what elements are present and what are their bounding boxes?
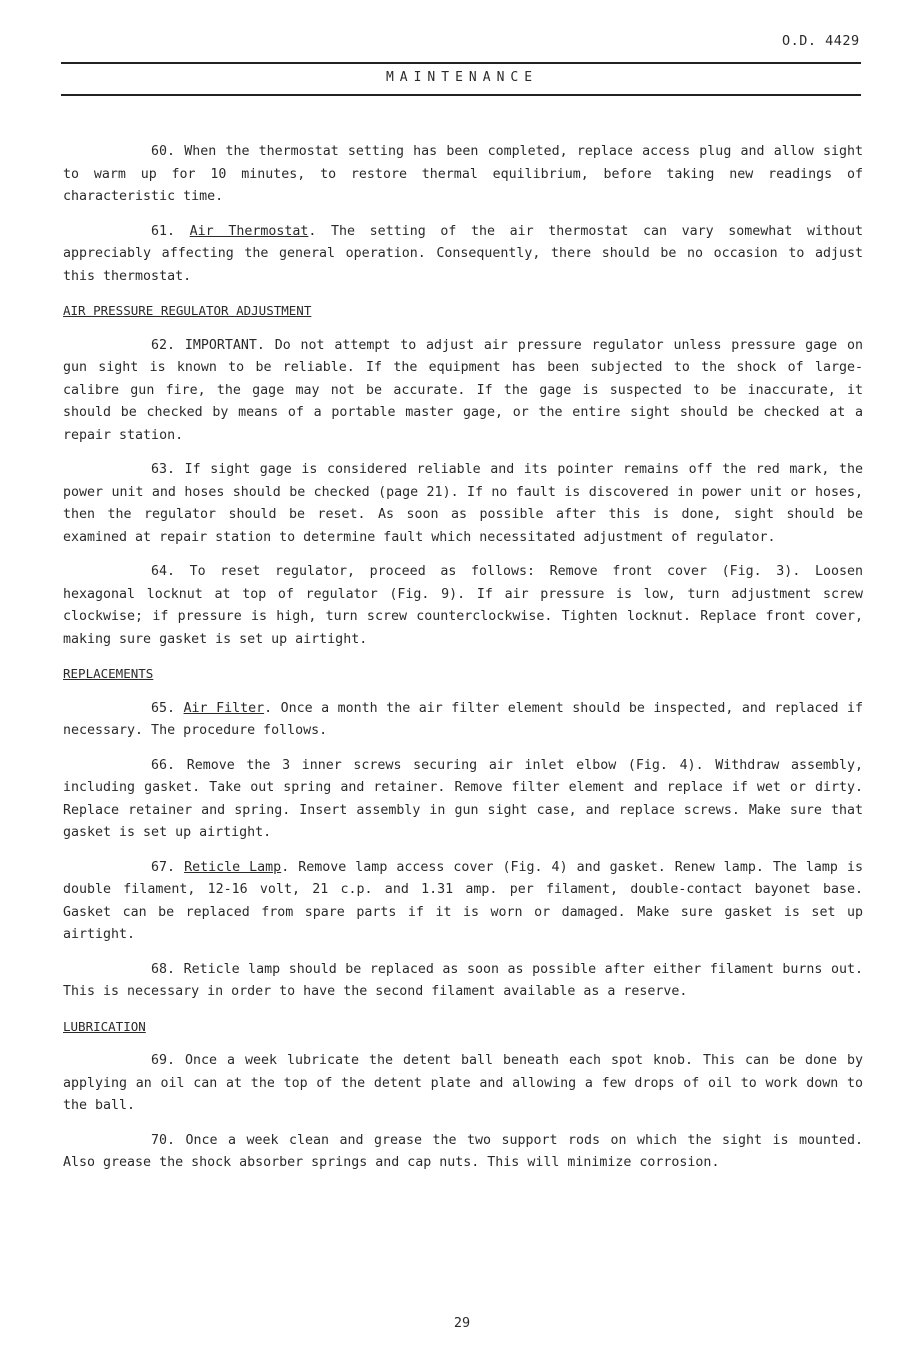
paragraph-text: Reticle lamp should be replaced as soon as possible after either filament burns out. This is necessary in order to have the second filament available as a reserve. [63,961,863,999]
page-number: 29 [453,1315,471,1331]
paragraph-number: 67. [151,859,176,875]
paragraph [63,141,863,209]
paragraph-text: To reset regulator, proceed as follows: Remove front cover (Fig. 3). Loosen hexagonal locknut at top of regulator (Fig. 9). If air pressure is low, turn adjustment screw clockwise; if pressure is high, turn screw counterclockwise. Tighten locknut. Replace front cover, making sure gasket is set up airtight. [63,564,863,647]
paragraph-text: If sight gage is considered reliable and its pointer remains off the red mark, the power unit and hoses should be checked (page 21). If no fault is discovered in power unit or hoses, then the regulator should be reset. As soon as possible after this is done, sight should be examined at repair station to determine fault which necessitated adjustment of regulator. [63,462,863,545]
paragraph [63,755,863,845]
paragraph-number: 61. [151,223,176,239]
paragraph-number: 62. [151,337,176,353]
paragraph-number: 63. [151,462,176,477]
paragraph-heading: Air Filter [183,700,265,716]
section-subheading: LUBRICATION [63,1018,146,1034]
paragraph-text: When the thermostat setting has been completed, replace access plug and allow sight to warm up for 10 minutes, to restore thermal equilibrium, before taking new readings of characteristic time. [63,144,863,204]
header-rule-bottom [61,94,861,96]
paragraph-number: 68. [151,961,176,977]
paragraph-text: Once a week clean and grease the two support rods on which the sight is mounted. Also grease the shock absorber springs and cap nuts. This will minimize corrosion. [63,1132,863,1170]
paragraph-heading: Reticle Lamp [184,859,282,875]
paragraph-number: 64. [151,564,176,579]
paragraph-text: . Once a month the air filter element should be inspected, and replaced if necessary. The procedure follows. [63,700,863,738]
paragraph-text: Once a week lubricate the detent ball beneath each spot knob. This can be done by applying an oil can at the top of the detent plate and allowing a few drops of oil to work down to the ball. [63,1053,863,1113]
paragraph-number: 65. [151,700,176,716]
paragraph [63,857,863,947]
paragraph [63,1130,863,1175]
section-subheading: AIR PRESSURE REGULATOR ADJUSTMENT [63,303,312,318]
paragraph-number: 69. [151,1053,176,1068]
paragraph [63,561,863,651]
document-body [63,141,863,1187]
paragraph-number: 66. [151,757,176,773]
paragraph-number: 70. [151,1132,176,1148]
section-subheading: REPLACEMENTS [63,666,154,681]
paragraph-text: . The setting of the air thermostat can vary somewhat without appreciably affecting the general operation. Consequently, there should be no occasion to adjust this thermostat. [63,223,863,284]
paragraph-heading: Air Thermostat [189,223,309,239]
paragraph-text: . Remove lamp access cover (Fig. 4) and gasket. Renew lamp. The lamp is double filament, 12-16 volt, 21 c.p. and 1.31 amp. per filament, double-contact bayonet base. Gasket can be replaced from spare parts if it is worn or damaged. Make sure gasket is set up airtight. [63,859,863,942]
paragraph [63,959,863,1004]
section-title: MAINTENANCE [385,70,539,85]
paragraph-number: 60. [151,144,176,159]
document-number: O.D. 4429 [782,33,860,49]
paragraph [63,335,863,448]
paragraph [63,1050,863,1118]
header-rule-top [61,62,861,64]
paragraph [63,698,863,743]
paragraph [63,221,863,289]
paragraph [63,459,863,549]
paragraph-text: IMPORTANT. Do not attempt to adjust air pressure regulator unless pressure gage on gun sight is known to be reliable. If the equipment has been subjected to the shock of large-calibre gun fire, the gage may not be accurate. If the gage is suspected to be inaccurate, it should be checked by means of a portable master gage, or the entire sight should be checked at a repair station. [63,337,863,443]
paragraph-text: Remove the 3 inner screws securing air inlet elbow (Fig. 4). Withdraw assembly, including gasket. Take out spring and retainer. Remove filter element and replace if wet or dirty. Replace retainer and spring. Insert assembly in gun sight case, and replace screws. Make sure that gasket is set up airtight. [63,757,863,840]
